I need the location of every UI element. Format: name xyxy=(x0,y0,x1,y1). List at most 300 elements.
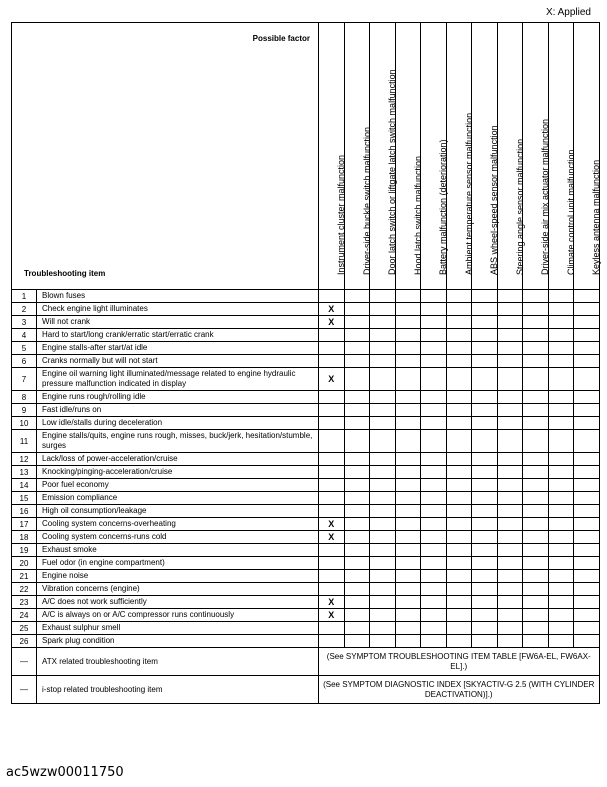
applied-mark xyxy=(421,518,447,531)
applied-mark xyxy=(446,316,472,329)
factor-column-header xyxy=(370,23,396,290)
applied-mark xyxy=(446,417,472,430)
reference-row xyxy=(12,648,600,676)
applied-mark xyxy=(548,557,574,570)
applied-mark xyxy=(395,583,421,596)
applied-mark xyxy=(523,368,549,391)
applied-mark xyxy=(523,570,549,583)
table-row xyxy=(12,557,600,570)
applied-mark xyxy=(446,303,472,316)
troubleshooting-item: i-stop related troubleshooting item xyxy=(37,676,319,704)
troubleshooting-item: Engine noise xyxy=(37,570,319,583)
troubleshooting-item: High oil consumption/leakage xyxy=(37,505,319,518)
applied-mark xyxy=(395,453,421,466)
applied-mark xyxy=(421,355,447,368)
applied-mark xyxy=(421,635,447,648)
applied-mark xyxy=(574,290,600,303)
applied-mark xyxy=(548,453,574,466)
applied-mark xyxy=(472,466,498,479)
applied-mark xyxy=(446,505,472,518)
table-row xyxy=(12,635,600,648)
applied-mark xyxy=(548,479,574,492)
factor-column-header xyxy=(548,23,574,290)
table-row xyxy=(12,329,600,342)
applied-mark: X xyxy=(319,609,345,622)
table-body xyxy=(12,290,600,704)
applied-mark xyxy=(421,290,447,303)
applied-mark xyxy=(344,557,370,570)
applied-mark xyxy=(370,570,396,583)
applied-mark xyxy=(497,570,523,583)
applied-mark xyxy=(421,531,447,544)
applied-mark xyxy=(344,622,370,635)
applied-mark xyxy=(548,404,574,417)
factor-column-label: Battery malfunction (deterioration) xyxy=(438,139,449,275)
table-row xyxy=(12,391,600,404)
applied-mark xyxy=(497,303,523,316)
applied-mark: X xyxy=(319,368,345,391)
applied-mark xyxy=(548,316,574,329)
applied-mark xyxy=(497,316,523,329)
table-row xyxy=(12,466,600,479)
applied-mark xyxy=(523,342,549,355)
applied-mark xyxy=(344,596,370,609)
applied-mark xyxy=(370,404,396,417)
table-row xyxy=(12,453,600,466)
applied-mark xyxy=(523,290,549,303)
applied-mark xyxy=(446,531,472,544)
applied-mark xyxy=(574,557,600,570)
applied-mark xyxy=(370,609,396,622)
applied-mark xyxy=(472,609,498,622)
applied-mark xyxy=(446,544,472,557)
applied-mark xyxy=(548,355,574,368)
applied-mark xyxy=(523,635,549,648)
applied-mark xyxy=(497,583,523,596)
applied-mark xyxy=(344,342,370,355)
applied-mark xyxy=(472,531,498,544)
applied-mark xyxy=(472,303,498,316)
applied-mark xyxy=(370,329,396,342)
reference-row xyxy=(12,676,600,704)
applied-mark xyxy=(523,583,549,596)
applied-mark xyxy=(497,466,523,479)
troubleshooting-item: Fuel odor (in engine compartment) xyxy=(37,557,319,570)
applied-mark xyxy=(497,492,523,505)
troubleshooting-item: Engine runs rough/rolling idle xyxy=(37,391,319,404)
troubleshooting-item: Exhaust smoke xyxy=(37,544,319,557)
applied-mark xyxy=(421,466,447,479)
cross-reference-link[interactable]: (See SYMPTOM DIAGNOSTIC INDEX [SKYACTIV-G 2.5 (WITH CYLINDER DEACTIVATION)].) xyxy=(319,676,600,704)
applied-mark xyxy=(523,417,549,430)
troubleshooting-item: Blown fuses xyxy=(37,290,319,303)
factor-column-label: Driver-side air mix actuator malfunction xyxy=(540,118,551,275)
applied-mark xyxy=(497,391,523,404)
applied-mark xyxy=(548,505,574,518)
applied-mark xyxy=(421,505,447,518)
troubleshooting-item: Lack/loss of power-acceleration/cruise xyxy=(37,453,319,466)
applied-mark xyxy=(472,544,498,557)
applied-mark xyxy=(548,622,574,635)
applied-mark xyxy=(472,430,498,453)
applied-mark xyxy=(421,492,447,505)
row-number: 5 xyxy=(12,342,37,355)
applied-mark xyxy=(497,557,523,570)
applied-mark xyxy=(421,609,447,622)
applied-mark xyxy=(370,368,396,391)
applied-mark xyxy=(574,303,600,316)
applied-mark xyxy=(421,329,447,342)
applied-mark xyxy=(472,492,498,505)
applied-mark xyxy=(319,544,345,557)
applied-mark xyxy=(574,453,600,466)
row-number: 13 xyxy=(12,466,37,479)
applied-mark xyxy=(344,303,370,316)
applied-mark xyxy=(472,342,498,355)
factor-column-label: ABS wheel-speed sensor malfunction xyxy=(489,125,500,275)
applied-mark xyxy=(548,430,574,453)
applied-mark xyxy=(574,531,600,544)
applied-mark xyxy=(497,329,523,342)
applied-mark xyxy=(523,355,549,368)
applied-mark xyxy=(370,391,396,404)
applied-mark xyxy=(370,518,396,531)
applied-mark: X xyxy=(319,531,345,544)
applied-mark xyxy=(523,316,549,329)
applied-mark xyxy=(370,622,396,635)
troubleshooting-item: Cooling system concerns-overheating xyxy=(37,518,319,531)
applied-mark xyxy=(395,635,421,648)
applied-mark xyxy=(395,391,421,404)
troubleshooting-item: Knocking/pinging-acceleration/cruise xyxy=(37,466,319,479)
row-number: 7 xyxy=(12,368,37,391)
applied-mark xyxy=(421,417,447,430)
applied-mark xyxy=(319,466,345,479)
row-number: 4 xyxy=(12,329,37,342)
row-number: 26 xyxy=(12,635,37,648)
applied-mark xyxy=(395,430,421,453)
applied-mark xyxy=(344,583,370,596)
applied-mark xyxy=(472,453,498,466)
applied-mark: X xyxy=(319,596,345,609)
applied-mark: X xyxy=(319,303,345,316)
applied-mark xyxy=(395,290,421,303)
factor-column-label: Climate control unit malfunction xyxy=(565,149,576,275)
applied-mark xyxy=(574,609,600,622)
troubleshooting-table xyxy=(11,22,600,704)
troubleshooting-item: Check engine light illuminates xyxy=(37,303,319,316)
applied-mark xyxy=(344,479,370,492)
applied-mark xyxy=(574,622,600,635)
applied-mark xyxy=(421,342,447,355)
applied-mark xyxy=(472,505,498,518)
row-number: 6 xyxy=(12,355,37,368)
applied-mark xyxy=(395,316,421,329)
applied-mark xyxy=(395,596,421,609)
applied-mark xyxy=(523,492,549,505)
applied-mark xyxy=(574,417,600,430)
possible-factor-label: Possible factor xyxy=(252,34,310,43)
applied-mark xyxy=(574,368,600,391)
factor-column-header xyxy=(446,23,472,290)
applied-mark xyxy=(344,466,370,479)
applied-mark xyxy=(574,342,600,355)
applied-mark xyxy=(395,531,421,544)
row-number: 1 xyxy=(12,290,37,303)
applied-mark xyxy=(472,316,498,329)
applied-mark xyxy=(548,290,574,303)
cross-reference-link[interactable]: (See SYMPTOM TROUBLESHOOTING ITEM TABLE [FW6A-EL, FW6AX-EL].) xyxy=(319,648,600,676)
table-row xyxy=(12,316,600,329)
applied-mark xyxy=(548,583,574,596)
table-row xyxy=(12,492,600,505)
applied-mark xyxy=(523,329,549,342)
applied-mark xyxy=(395,492,421,505)
applied-mark xyxy=(446,635,472,648)
troubleshooting-item: A/C does not work sufficiently xyxy=(37,596,319,609)
applied-mark xyxy=(497,342,523,355)
applied-mark xyxy=(446,368,472,391)
applied-mark xyxy=(395,518,421,531)
applied-mark xyxy=(574,544,600,557)
applied-mark xyxy=(497,290,523,303)
applied-mark xyxy=(497,622,523,635)
applied-mark xyxy=(395,609,421,622)
applied-mark xyxy=(421,557,447,570)
applied-mark xyxy=(344,368,370,391)
applied-mark xyxy=(472,518,498,531)
factor-column-header xyxy=(344,23,370,290)
factor-column-label: Instrument cluster malfunction xyxy=(336,154,347,275)
factor-column-label: Door latch switch or liftgate latch switch malfunction xyxy=(387,69,398,275)
applied-mark xyxy=(370,430,396,453)
applied-mark xyxy=(574,355,600,368)
row-number: 18 xyxy=(12,531,37,544)
row-number: 22 xyxy=(12,583,37,596)
applied-mark xyxy=(319,557,345,570)
applied-mark xyxy=(548,635,574,648)
applied-mark xyxy=(370,492,396,505)
applied-mark xyxy=(574,583,600,596)
troubleshooting-item: Hard to start/long crank/erratic start/erratic crank xyxy=(37,329,319,342)
applied-mark xyxy=(523,518,549,531)
applied-mark xyxy=(344,544,370,557)
applied-mark xyxy=(395,544,421,557)
applied-mark xyxy=(370,505,396,518)
applied-mark xyxy=(395,505,421,518)
applied-mark xyxy=(446,557,472,570)
table-row xyxy=(12,368,600,391)
applied-mark xyxy=(523,404,549,417)
applied-mark xyxy=(370,531,396,544)
applied-mark xyxy=(574,316,600,329)
applied-mark: X xyxy=(319,518,345,531)
legend: X: Applied xyxy=(545,7,591,18)
factor-column-label: Driver-side buckle switch malfunction xyxy=(361,126,372,275)
applied-mark xyxy=(497,596,523,609)
applied-mark xyxy=(370,316,396,329)
applied-mark xyxy=(446,479,472,492)
applied-mark xyxy=(344,570,370,583)
factor-column-header xyxy=(319,23,345,290)
applied-mark xyxy=(395,466,421,479)
applied-mark xyxy=(446,609,472,622)
applied-mark xyxy=(472,404,498,417)
row-number: 21 xyxy=(12,570,37,583)
applied-mark xyxy=(319,453,345,466)
table-row xyxy=(12,342,600,355)
applied-mark xyxy=(523,544,549,557)
applied-mark xyxy=(446,391,472,404)
applied-mark xyxy=(344,355,370,368)
row-number: 14 xyxy=(12,479,37,492)
applied-mark xyxy=(548,596,574,609)
row-number: 20 xyxy=(12,557,37,570)
applied-mark: X xyxy=(319,316,345,329)
table-row xyxy=(12,404,600,417)
applied-mark xyxy=(497,404,523,417)
applied-mark xyxy=(497,355,523,368)
applied-mark xyxy=(421,430,447,453)
troubleshooting-item: Emission compliance xyxy=(37,492,319,505)
applied-mark xyxy=(574,430,600,453)
applied-mark xyxy=(370,466,396,479)
applied-mark xyxy=(548,391,574,404)
table-row xyxy=(12,303,600,316)
applied-mark xyxy=(370,290,396,303)
applied-mark xyxy=(548,368,574,391)
factor-column-header xyxy=(395,23,421,290)
applied-mark xyxy=(497,518,523,531)
applied-mark xyxy=(370,453,396,466)
applied-mark xyxy=(548,466,574,479)
troubleshooting-item: Vibration concerns (engine) xyxy=(37,583,319,596)
applied-mark xyxy=(421,583,447,596)
table-row xyxy=(12,570,600,583)
applied-mark xyxy=(446,290,472,303)
applied-mark xyxy=(446,518,472,531)
applied-mark xyxy=(497,453,523,466)
applied-mark xyxy=(497,417,523,430)
factor-column-label: Keyless antenna malfunction xyxy=(591,159,602,275)
header-row xyxy=(12,23,600,290)
row-number: 19 xyxy=(12,544,37,557)
applied-mark xyxy=(370,479,396,492)
applied-mark xyxy=(574,391,600,404)
troubleshooting-item: Poor fuel economy xyxy=(37,479,319,492)
applied-mark xyxy=(472,635,498,648)
factor-column-header xyxy=(497,23,523,290)
troubleshooting-item-label: Troubleshooting item xyxy=(24,269,106,278)
applied-mark xyxy=(446,492,472,505)
applied-mark xyxy=(421,368,447,391)
table-row xyxy=(12,505,600,518)
applied-mark xyxy=(319,635,345,648)
applied-mark xyxy=(446,329,472,342)
applied-mark xyxy=(497,609,523,622)
applied-mark xyxy=(523,391,549,404)
applied-mark xyxy=(344,391,370,404)
applied-mark xyxy=(319,622,345,635)
applied-mark xyxy=(472,417,498,430)
applied-mark xyxy=(370,355,396,368)
table-row xyxy=(12,622,600,635)
troubleshooting-item: Fast idle/runs on xyxy=(37,404,319,417)
applied-mark xyxy=(344,430,370,453)
table-row xyxy=(12,430,600,453)
table-row xyxy=(12,531,600,544)
row-number: 8 xyxy=(12,391,37,404)
row-number: 23 xyxy=(12,596,37,609)
row-number: 24 xyxy=(12,609,37,622)
applied-mark xyxy=(344,609,370,622)
applied-mark xyxy=(548,492,574,505)
applied-mark xyxy=(421,316,447,329)
applied-mark xyxy=(395,479,421,492)
applied-mark xyxy=(395,417,421,430)
row-number: 2 xyxy=(12,303,37,316)
applied-mark xyxy=(574,596,600,609)
row-number: 3 xyxy=(12,316,37,329)
applied-mark xyxy=(344,505,370,518)
applied-mark xyxy=(497,505,523,518)
applied-mark xyxy=(446,570,472,583)
troubleshooting-item: Will not crank xyxy=(37,316,319,329)
applied-mark xyxy=(421,479,447,492)
applied-mark xyxy=(574,635,600,648)
applied-mark xyxy=(523,557,549,570)
applied-mark xyxy=(472,290,498,303)
applied-mark xyxy=(421,570,447,583)
applied-mark xyxy=(319,430,345,453)
applied-mark xyxy=(574,404,600,417)
applied-mark xyxy=(344,518,370,531)
table-row xyxy=(12,479,600,492)
table-row xyxy=(12,609,600,622)
applied-mark xyxy=(548,342,574,355)
applied-mark xyxy=(548,518,574,531)
applied-mark xyxy=(574,492,600,505)
applied-mark xyxy=(574,466,600,479)
applied-mark xyxy=(472,583,498,596)
factor-column-label: Ambient temperature sensor malfunction xyxy=(463,112,474,275)
applied-mark xyxy=(446,404,472,417)
applied-mark xyxy=(446,355,472,368)
applied-mark xyxy=(370,417,396,430)
applied-mark xyxy=(395,570,421,583)
applied-mark xyxy=(523,453,549,466)
factor-column-label: Hood latch switch malfunction xyxy=(412,155,423,275)
applied-mark xyxy=(548,329,574,342)
applied-mark xyxy=(548,609,574,622)
applied-mark xyxy=(395,622,421,635)
troubleshooting-item: A/C is always on or A/C compressor runs continuously xyxy=(37,609,319,622)
applied-mark xyxy=(395,303,421,316)
applied-mark xyxy=(370,544,396,557)
applied-mark xyxy=(395,404,421,417)
applied-mark xyxy=(446,622,472,635)
applied-mark xyxy=(344,404,370,417)
applied-mark xyxy=(319,355,345,368)
row-number: 10 xyxy=(12,417,37,430)
applied-mark xyxy=(472,355,498,368)
applied-mark xyxy=(472,557,498,570)
applied-mark xyxy=(344,329,370,342)
applied-mark xyxy=(548,544,574,557)
row-number: 12 xyxy=(12,453,37,466)
applied-mark xyxy=(421,622,447,635)
applied-mark xyxy=(395,342,421,355)
